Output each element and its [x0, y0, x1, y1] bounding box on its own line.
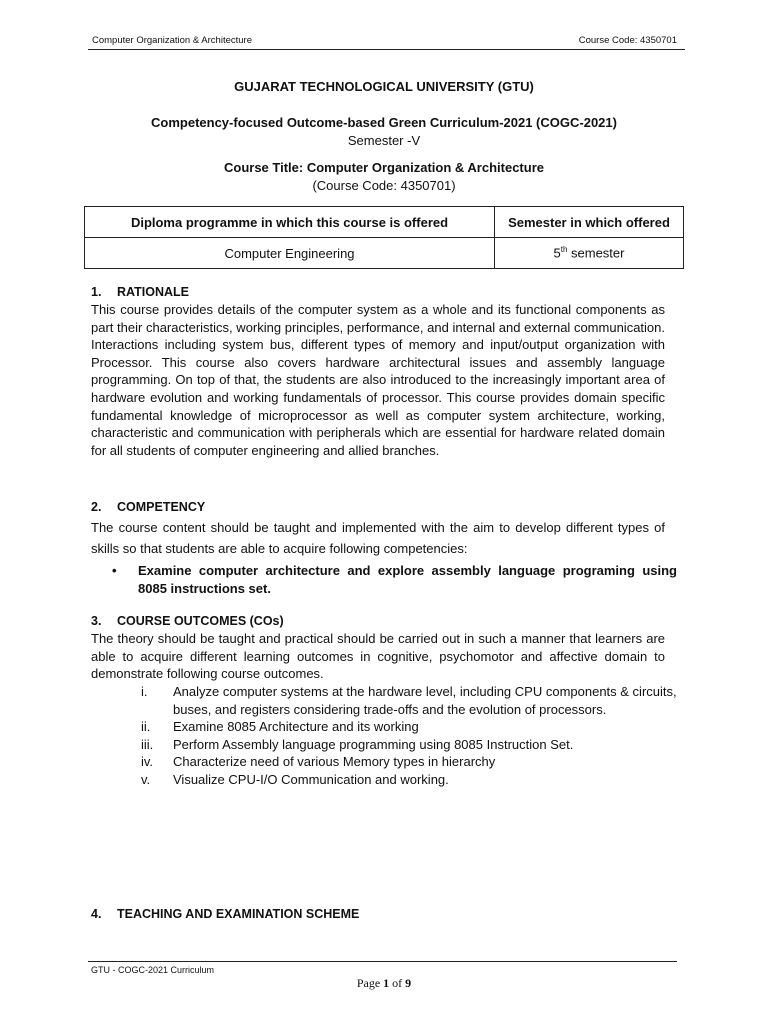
header-course-code: Course Code: 4350701 [578, 35, 677, 46]
list-item-text: Perform Assembly language programming using 8085 Instruction Set. [173, 736, 574, 752]
list-item [91, 683, 681, 718]
offer-table [84, 206, 684, 269]
table-header-row [85, 207, 684, 238]
course-title: Course Title: Computer Organization & Architecture [224, 160, 544, 175]
section-teaching-heading [91, 907, 359, 921]
section-outcomes-heading [91, 614, 284, 628]
page-prefix: Page [356, 976, 384, 990]
outcomes-list [91, 683, 681, 789]
curriculum-title: Competency-focused Outcome-based Green Curriculum-2021 (COGC-2021) [151, 115, 617, 130]
section-number: 2. [91, 500, 102, 514]
table-cell-programme: Computer Engineering [85, 238, 495, 269]
section-title: COMPETENCY [117, 500, 206, 514]
competency-bullet-text: Examine computer architecture and explore assembly language programing using 8085 instructions set. [138, 563, 677, 596]
list-item [91, 771, 681, 789]
footer-divider [88, 961, 677, 962]
list-item-number: iii. [141, 736, 154, 752]
table-header-semester: Semester in which offered [495, 207, 684, 238]
list-item-number: v. [141, 771, 151, 787]
table-row [85, 238, 684, 269]
section-number: 4. [91, 907, 102, 921]
list-item-number: i. [141, 684, 148, 699]
competency-text: The course content should be taught and implemented with the aim to develop different types of skills so that students are able to acquire following competencies: [91, 520, 665, 556]
section-title: RATIONALE [117, 285, 189, 299]
list-item-text: Visualize CPU-I/O Communication and working. [173, 771, 449, 787]
footer-curriculum: GTU - COGC-2021 Curriculum [91, 965, 215, 975]
outcomes-text: The theory should be taught and practical should be carried out in such a manner that learners are able to acquire different learning outcomes in cognitive, psychomotor and affective domain to demonstrate following course outcomes. [91, 631, 665, 682]
section-number: 1. [91, 285, 102, 299]
page-current: 1 [383, 976, 390, 990]
list-item-text: Examine 8085 Architecture and its working [173, 719, 419, 735]
table-header-programme: Diploma programme in which this course is offered [85, 207, 495, 238]
page-number [0, 976, 768, 991]
university-title: GUJARAT TECHNOLOGICAL UNIVERSITY (GTU) [234, 79, 534, 94]
list-item [91, 736, 681, 754]
list-item-text: Characterize need of various Memory types in hierarchy [173, 754, 496, 770]
list-item-text: Analyze computer systems at the hardware level, including CPU components & circuits, buses, and registers considering trade-offs and the evolution of processors. [173, 684, 677, 717]
list-item [91, 753, 681, 771]
section-number: 3. [91, 614, 102, 628]
table-cell-semester [495, 238, 684, 269]
semester-number: 5 [553, 245, 561, 261]
section-title: COURSE OUTCOMES (COs) [117, 614, 284, 628]
page-middle: of [389, 976, 406, 990]
section-title: TEACHING AND EXAMINATION SCHEME [117, 907, 360, 921]
section-competency-heading [91, 500, 205, 514]
section-rationale-heading [91, 285, 189, 299]
rationale-text: This course provides details of the computer system as a whole and its functional components as part their characteristics, working principles, performance, and internal and external communication. Interactions including system bus, different types of memory and input/output organization with Processor. This course also covers hardware architectural issues and assembly language programming. On top of that, the students are also introduced to the increasingly important area of hardware evolution and working fundamentals of processor. This course provides domain specific fundamental knowledge of microprocessor as well as computer system architecture, working, characteristic and communication with peripherals which are essential for hardware related domain for all students of computer engineering and allied branches. [91, 302, 665, 458]
course-code: (Course Code: 4350701) [312, 178, 456, 193]
semester-label: Semester -V [347, 133, 421, 148]
semester-word: semester [567, 245, 625, 261]
page-total: 9 [405, 976, 412, 990]
list-item [91, 718, 681, 736]
list-item-number: iv. [141, 754, 154, 770]
bullet-icon: • [112, 563, 117, 578]
header-divider [88, 49, 685, 50]
header-course-name: Computer Organization & Architecture [92, 35, 252, 46]
list-item-number: ii. [141, 719, 151, 735]
semester-ordinal: th [560, 245, 568, 255]
